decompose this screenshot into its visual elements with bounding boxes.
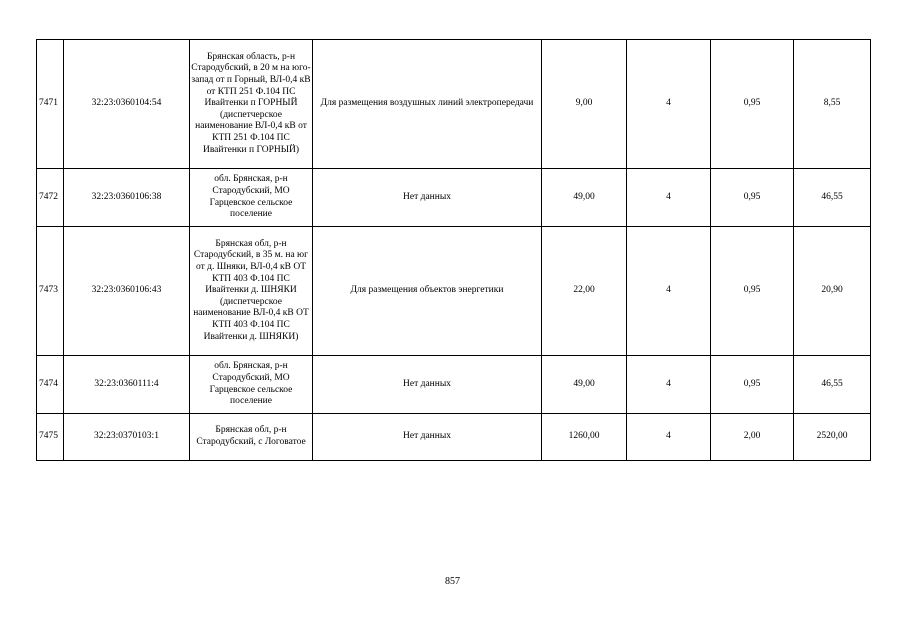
area-cell: 49,00 (542, 169, 627, 227)
group-cell: 4 (627, 414, 711, 461)
cadastral-number-cell: 32:23:0360106:38 (64, 169, 190, 227)
row-number-cell: 7471 (37, 40, 64, 169)
land-plots-table (36, 39, 871, 461)
row-number-cell: 7475 (37, 414, 64, 461)
group-cell: 4 (627, 169, 711, 227)
table-row (37, 414, 871, 461)
permitted-use-cell: Нет данных (313, 169, 542, 227)
area-cell: 1260,00 (542, 414, 627, 461)
coefficient-cell: 0,95 (711, 356, 794, 414)
permitted-use-cell: Для размещения воздушных линий электропередачи (313, 40, 542, 169)
coefficient-cell: 0,95 (711, 227, 794, 356)
coefficient-cell: 0,95 (711, 169, 794, 227)
table-row (37, 40, 871, 169)
cadastral-number-cell: 32:23:0370103:1 (64, 414, 190, 461)
group-cell: 4 (627, 356, 711, 414)
cadastral-number-cell: 32:23:0360104:54 (64, 40, 190, 169)
total-cell: 20,90 (794, 227, 871, 356)
area-cell: 22,00 (542, 227, 627, 356)
row-number-cell: 7473 (37, 227, 64, 356)
row-number-cell: 7474 (37, 356, 64, 414)
address-cell: обл. Брянская, р-н Стародубский, МО Гарцевское сельское поселение (190, 356, 313, 414)
total-cell: 2520,00 (794, 414, 871, 461)
coefficient-cell: 2,00 (711, 414, 794, 461)
cadastral-number-cell: 32:23:0360111:4 (64, 356, 190, 414)
table-row (37, 356, 871, 414)
group-cell: 4 (627, 227, 711, 356)
total-cell: 46,55 (794, 169, 871, 227)
address-cell: Брянская обл, р-н Стародубский, в 35 м. на юг от д. Шняки, ВЛ-0,4 кВ ОТ КТП 403 Ф.104 ПС Ивайтенки д. ШНЯКИ (диспетчерское наименование ВЛ-0,4 кВ ОТ КТП 403 Ф.104 ПС Ивайтенки д. ШНЯКИ) (190, 227, 313, 356)
cadastral-number-cell: 32:23:0360106:43 (64, 227, 190, 356)
group-cell: 4 (627, 40, 711, 169)
coefficient-cell: 0,95 (711, 40, 794, 169)
table-row (37, 169, 871, 227)
address-cell: Брянская область, р-н Стародубский, в 20 м на юго-запад от п Горный, ВЛ-0,4 кВ от КТП 251 Ф.104 ПС Ивайтенки п ГОРНЫЙ (диспетчерское наименование ВЛ-0,4 кВ от КТП 251 Ф.104 ПС Ивайтенки п ГОРНЫЙ) (190, 40, 313, 169)
page-number: 857 (445, 576, 460, 587)
total-cell: 46,55 (794, 356, 871, 414)
area-cell: 9,00 (542, 40, 627, 169)
permitted-use-cell: Нет данных (313, 414, 542, 461)
area-cell: 49,00 (542, 356, 627, 414)
address-cell: Брянская обл, р-н Стародубский, с Логоватое (190, 414, 313, 461)
permitted-use-cell: Нет данных (313, 356, 542, 414)
table-row (37, 227, 871, 356)
row-number-cell: 7472 (37, 169, 64, 227)
total-cell: 8,55 (794, 40, 871, 169)
address-cell: обл. Брянская, р-н Стародубский, МО Гарцевское сельское поселение (190, 169, 313, 227)
permitted-use-cell: Для размещения объектов энергетики (313, 227, 542, 356)
